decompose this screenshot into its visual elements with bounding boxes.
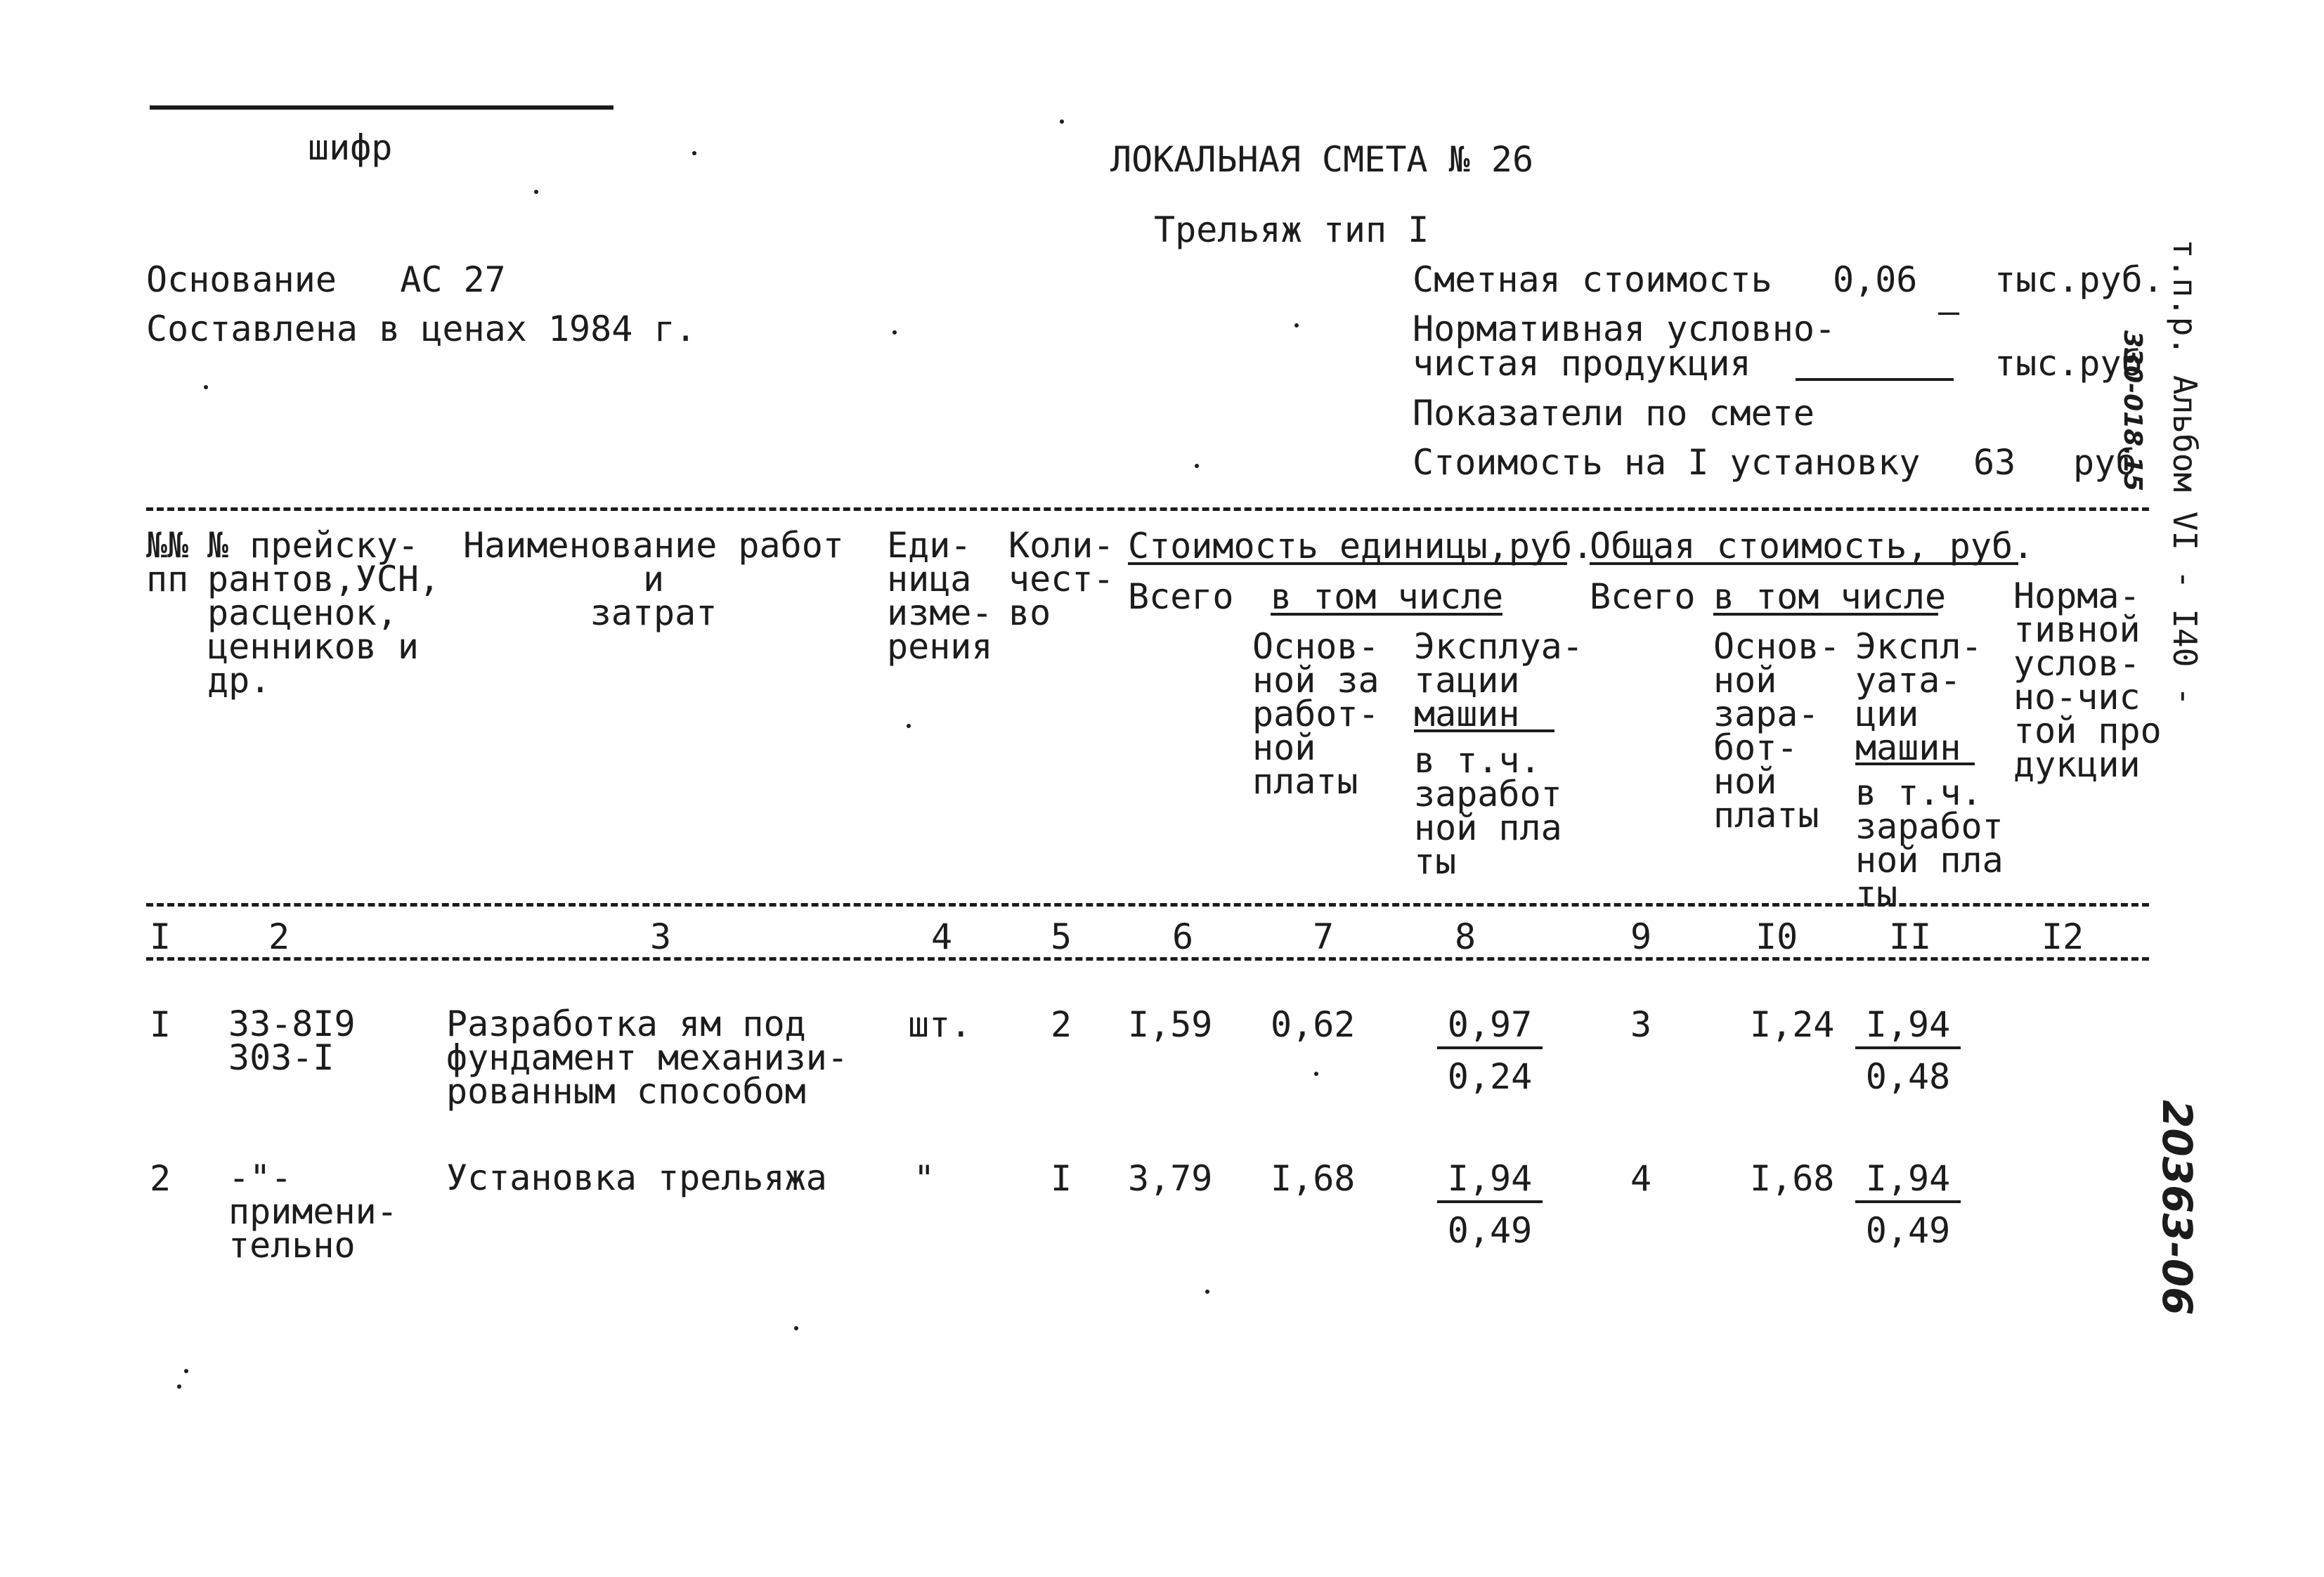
scan-speck xyxy=(892,330,897,335)
row-unit-base-wage: 0,62 xyxy=(1271,1004,1356,1045)
prices-line: Составлена в ценах 1984 г. xyxy=(146,309,696,349)
row-unit-base-wage: I,68 xyxy=(1271,1158,1356,1199)
col-number-7: 7 xyxy=(1313,916,1335,957)
col-number-8: 8 xyxy=(1455,916,1476,957)
estimated-cost-value: 0,06 xyxy=(1833,259,1918,300)
unit-including-underline xyxy=(1271,613,1502,616)
col-header-quantity: Коли- чест- во xyxy=(1008,525,1115,633)
row-code: 33-8I9 303-I xyxy=(228,1004,356,1078)
col-header-unit-total: Всего xyxy=(1128,576,1234,617)
scan-speck xyxy=(692,151,696,155)
row-sum-base-wage: I,68 xyxy=(1750,1158,1835,1199)
per-unit-label: Стоимость на I установку xyxy=(1413,442,1921,483)
row-unit-total: 3,79 xyxy=(1128,1158,1213,1199)
row-sum-machine-fraction xyxy=(1855,1004,1961,1097)
col-number-9: 9 xyxy=(1630,916,1652,957)
basis-line: Основание АС 27 xyxy=(146,259,506,300)
cipher-label: шифр xyxy=(308,127,393,168)
row-quantity: 2 xyxy=(1051,1004,1072,1045)
row-unit-machine-wage: 0,49 xyxy=(1447,1210,1533,1251)
scan-speck xyxy=(1314,1072,1318,1076)
row-sum-base-wage: I,24 xyxy=(1750,1004,1835,1045)
margin-handwritten-number: 20363-06 xyxy=(2153,1100,2201,1316)
col-number-3: 3 xyxy=(650,916,672,957)
document-subtitle: Трельяж тип I xyxy=(1154,209,1429,250)
row-work-name: Установка трельяжа xyxy=(446,1157,827,1198)
table-top-rule xyxy=(146,507,2149,511)
machine-operation-underline xyxy=(1414,729,1554,732)
col-number-6: 6 xyxy=(1172,916,1194,957)
row-sum-machine-wage: 0,49 xyxy=(1865,1210,1951,1251)
col-header-sum-machine-operation: Экспл- уата- ции машин xyxy=(1855,626,1982,768)
col-header-work-name: Наименование работ и затрат xyxy=(463,525,844,633)
row-unit-machine-wage: 0,24 xyxy=(1447,1056,1533,1097)
scan-speck xyxy=(204,385,208,389)
row-sum-machine: I,94 xyxy=(1855,1161,1961,1203)
row-quantity: I xyxy=(1051,1158,1072,1199)
group-header-unit-cost: Стоимость единицы,руб. xyxy=(1128,526,1594,566)
col-number-12: I2 xyxy=(2041,916,2084,957)
norm-unit: тыс.руб xyxy=(1994,343,2143,384)
scan-speck xyxy=(1205,1290,1209,1294)
col-number-4: 4 xyxy=(931,916,953,957)
scan-speck xyxy=(907,724,911,728)
row-code: -"- примени- тельно xyxy=(228,1157,398,1266)
col-header-unit-including: в том числе xyxy=(1271,576,1504,617)
estimated-cost-unit: тыс.руб. xyxy=(1994,259,2164,300)
col-number-11: II xyxy=(1889,916,1932,957)
numbers-bottom-rule xyxy=(146,957,2149,961)
scan-speck xyxy=(1294,323,1299,327)
norm-label-2: чистая продукция xyxy=(1413,343,1751,384)
row-sum-machine: I,94 xyxy=(1855,1007,1961,1049)
row-sum-machine-wage: 0,48 xyxy=(1865,1056,1951,1097)
group-unit-cost-underline xyxy=(1128,562,1567,565)
document-title: ЛОКАЛЬНАЯ СМЕТА № 26 xyxy=(1110,139,1534,180)
col-header-norm-product: Норма- тивной услов- но-чис той про дукции xyxy=(2013,576,2162,785)
col-number-5: 5 xyxy=(1051,916,1072,957)
col-number-2: 2 xyxy=(268,916,290,957)
col-header-sum-machine-wage: в т.ч. заработ ной пла ты xyxy=(1855,772,2004,914)
row-unit: шт. xyxy=(908,1004,972,1045)
scan-speck xyxy=(177,1384,181,1389)
scan-speck xyxy=(794,1326,798,1330)
dash-mark: – xyxy=(1938,291,1960,332)
norm-blank-line xyxy=(1796,378,1954,381)
row-number: 2 xyxy=(150,1158,171,1199)
col-header-machine-operation: Эксплуа- тации машин xyxy=(1414,626,1583,734)
group-header-total-cost: Общая стоимость, руб. xyxy=(1590,526,2034,566)
margin-handwritten-code: 330-018.15 xyxy=(2118,330,2147,492)
row-sum-machine-fraction xyxy=(1855,1158,1961,1251)
col-header-price-list: № прейску- рантов,УСН, расценок, ценников и др. xyxy=(207,525,441,701)
col-header-number: №№ пп xyxy=(146,525,189,599)
sum-machine-operation-underline xyxy=(1855,762,1975,765)
col-header-sum-total: Всего xyxy=(1590,576,1696,617)
per-unit-unit: руб xyxy=(2073,442,2137,483)
group-total-cost-underline xyxy=(1590,562,2018,565)
scan-speck xyxy=(184,1369,188,1373)
row-unit-machine: I,94 xyxy=(1437,1161,1543,1203)
margin-album-label: т.п.р. Альбом VI - I40 - xyxy=(2166,239,2204,706)
norm-label-1: Нормативная условно- xyxy=(1413,309,1836,349)
col-header-sum-base-wage: Основ- ной зара- бот- ной платы xyxy=(1713,626,1841,836)
col-header-base-wage: Основ- ной за работ- ной платы xyxy=(1252,626,1380,802)
row-number: I xyxy=(150,1004,171,1045)
scan-speck xyxy=(1060,119,1064,124)
estimated-cost-label: Сметная стоимость xyxy=(1413,259,1772,300)
row-unit-machine-fraction xyxy=(1437,1158,1543,1251)
scan-speck xyxy=(1195,464,1199,468)
row-sum-total: 3 xyxy=(1630,1004,1652,1045)
header-bottom-rule xyxy=(146,903,2149,907)
top-rule xyxy=(150,105,614,110)
scan-speck xyxy=(534,190,538,194)
row-work-name: Разработка ям под фундамент механизи- рованным способом xyxy=(446,1004,848,1112)
col-header-sum-including: в том числе xyxy=(1713,576,1947,617)
col-header-machine-wage: в т.ч. заработ ной пла ты xyxy=(1414,740,1562,882)
row-unit: " xyxy=(914,1158,935,1199)
row-sum-total: 4 xyxy=(1630,1158,1652,1199)
row-unit-machine: 0,97 xyxy=(1437,1007,1543,1049)
col-number-1: I xyxy=(150,916,171,957)
indicators-label: Показатели по смете xyxy=(1413,393,1815,434)
per-unit-value: 63 xyxy=(1973,442,2016,483)
sum-including-underline xyxy=(1713,613,1938,616)
col-number-10: I0 xyxy=(1755,916,1798,957)
row-unit-machine-fraction xyxy=(1437,1004,1543,1097)
col-header-unit: Еди- ница изме- рения xyxy=(887,525,993,667)
row-unit-total: I,59 xyxy=(1128,1004,1213,1045)
